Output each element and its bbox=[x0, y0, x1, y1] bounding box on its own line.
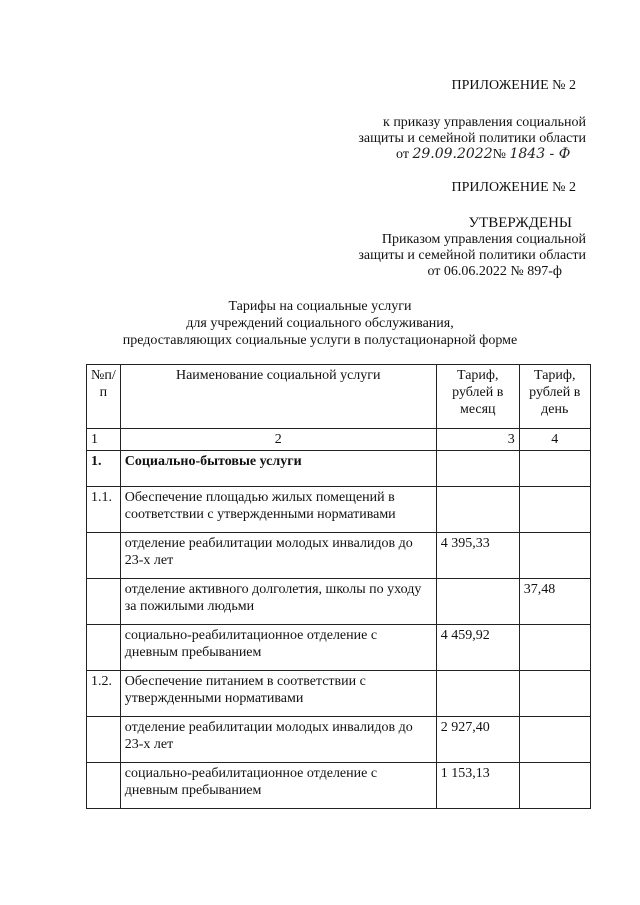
row-tariff-month: 2 927,40 bbox=[436, 717, 519, 763]
approved-line3: от 06.06.2022 № 897-ф bbox=[427, 264, 562, 279]
title-line2: для учреждений социального обслуживания, bbox=[186, 316, 454, 331]
table-row bbox=[87, 579, 591, 625]
table-header-row bbox=[87, 365, 591, 429]
approved-heading: УТВЕРЖДЕНЫ bbox=[468, 215, 572, 231]
row-tariff-day: 37,48 bbox=[519, 579, 590, 625]
title-line3: предоставляющих социальные услуги в полустационарной форме bbox=[122, 333, 518, 348]
table-row bbox=[87, 671, 591, 717]
order-date-line bbox=[396, 145, 596, 164]
table-row bbox=[87, 763, 591, 809]
table-row bbox=[87, 451, 591, 487]
numbering-cell: 4 bbox=[519, 429, 590, 451]
numbering-cell: 1 bbox=[87, 429, 121, 451]
handwritten-date: 29.09.2022 bbox=[412, 146, 493, 162]
header-tariff-month: Тариф, рублей в месяц bbox=[436, 365, 519, 429]
numbering-cell: 2 bbox=[120, 429, 436, 451]
row-service-name: отделение реабилитации молодых инвалидов до 23-х лет bbox=[120, 717, 436, 763]
row-service-name: Обеспечение площадью жилых помещений в соответствии с утвержденными нормативами bbox=[120, 487, 436, 533]
table-row bbox=[87, 487, 591, 533]
appendix-label-2: ПРИЛОЖЕНИЕ № 2 bbox=[451, 180, 576, 195]
row-number: 1.2. bbox=[87, 671, 121, 717]
row-service-name: отделение реабилитации молодых инвалидов до 23-х лет bbox=[120, 533, 436, 579]
header-number: №п/п bbox=[87, 365, 121, 429]
row-tariff-day bbox=[519, 487, 590, 533]
row-number bbox=[87, 579, 121, 625]
order-reference-line2: защиты и семейной политики области bbox=[358, 131, 586, 146]
order-reference-line1: к приказу управления социальной bbox=[383, 115, 586, 130]
approved-line1: Приказом управления социальной bbox=[381, 232, 586, 247]
numbering-cell: 3 bbox=[436, 429, 519, 451]
row-number bbox=[87, 717, 121, 763]
order-number-label: № bbox=[492, 147, 506, 162]
row-tariff-day bbox=[519, 671, 590, 717]
header-tariff-day: Тариф, рублей в день bbox=[519, 365, 590, 429]
table-row bbox=[87, 625, 591, 671]
row-number: 1. bbox=[87, 451, 121, 487]
approved-line2: защиты и семейной политики области bbox=[358, 248, 586, 263]
row-service-name: Социально-бытовые услуги bbox=[120, 451, 436, 487]
row-number bbox=[87, 533, 121, 579]
row-tariff-month: 4 459,92 bbox=[436, 625, 519, 671]
row-tariff-day bbox=[519, 763, 590, 809]
row-tariff-month bbox=[436, 579, 519, 625]
row-tariff-month bbox=[436, 671, 519, 717]
row-number bbox=[87, 625, 121, 671]
row-number bbox=[87, 763, 121, 809]
row-service-name: отделение активного долголетия, школы по уходу за пожилыми людьми bbox=[120, 579, 436, 625]
handwritten-order-number: 1843 - Ф bbox=[509, 146, 571, 162]
row-tariff-day bbox=[519, 451, 590, 487]
table-row bbox=[87, 533, 591, 579]
appendix-label: ПРИЛОЖЕНИЕ № 2 bbox=[451, 78, 576, 93]
row-tariff-month: 1 153,13 bbox=[436, 763, 519, 809]
header-service-name: Наименование социальной услуги bbox=[120, 365, 436, 429]
row-service-name: социально-реабилитационное отделение с дневным пребыванием bbox=[120, 625, 436, 671]
tariffs-table bbox=[86, 364, 591, 809]
title-line1: Тарифы на социальные услуги bbox=[228, 299, 412, 314]
row-tariff-month bbox=[436, 451, 519, 487]
table-numbering-row bbox=[87, 429, 591, 451]
row-service-name: социально-реабилитационное отделение с дневным пребыванием bbox=[120, 763, 436, 809]
row-number: 1.1. bbox=[87, 487, 121, 533]
row-service-name: Обеспечение питанием в соответствии с утвержденными нормативами bbox=[120, 671, 436, 717]
table-row bbox=[87, 717, 591, 763]
order-from-label: от bbox=[396, 147, 409, 162]
row-tariff-month: 4 395,33 bbox=[436, 533, 519, 579]
row-tariff-day bbox=[519, 717, 590, 763]
row-tariff-day bbox=[519, 533, 590, 579]
row-tariff-month bbox=[436, 487, 519, 533]
row-tariff-day bbox=[519, 625, 590, 671]
